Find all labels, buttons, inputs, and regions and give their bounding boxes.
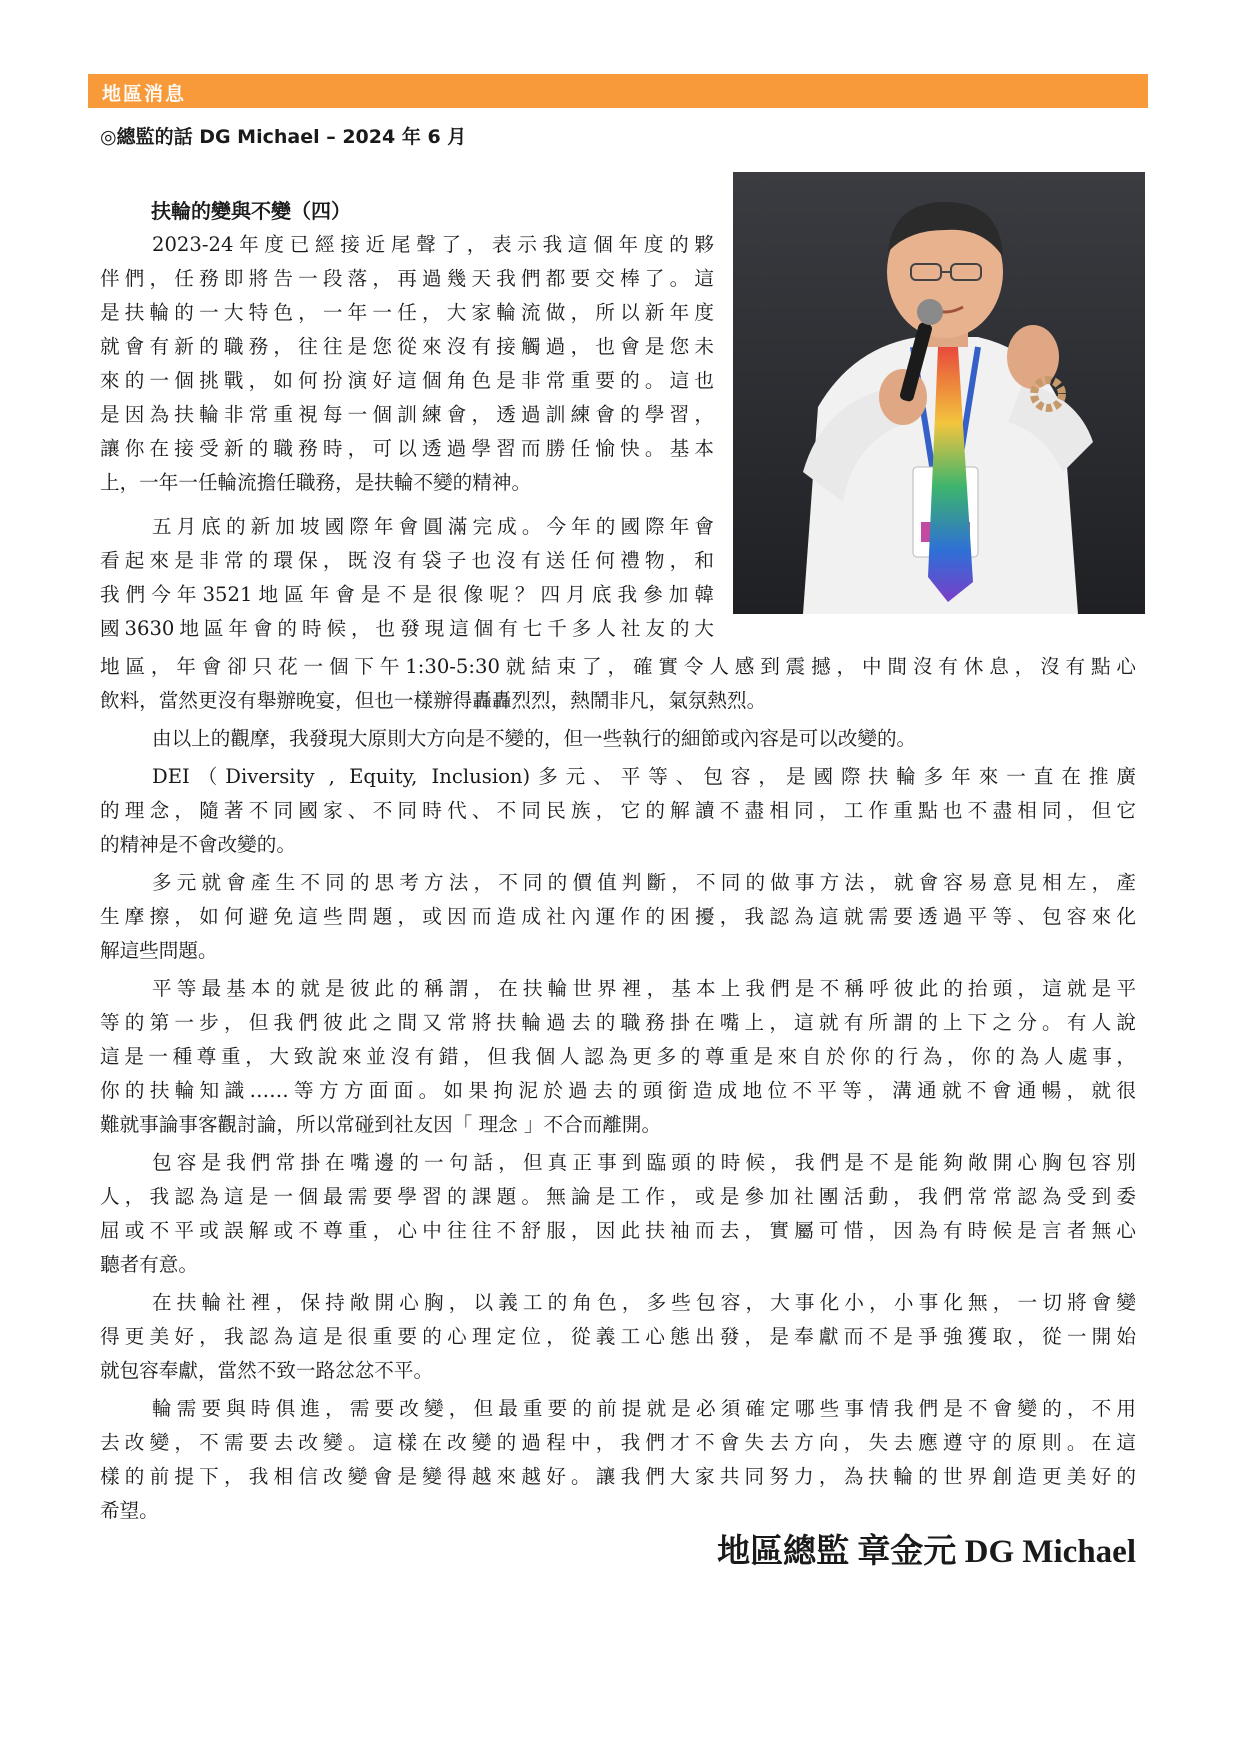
article-line: 人，我認為這是一個最需要學習的課題。無論是工作，或是參加社團活動，我們常常認為受到委	[100, 1185, 1136, 1208]
article-line: 在扶輪社裡，保持敞開心胸，以義工的角色，多些包容，大事化小，小事化無，一切將會變	[152, 1291, 1136, 1314]
article-line: 生摩擦，如何避免這些問題，或因而造成社內運作的困擾，我認為這就需要透過平等、包容來化	[100, 905, 1136, 928]
article-line: 地區，年會卻只花一個下午1:30-5:30就結束了，確實令人感到震撼，中間沒有休息，沒有點心	[100, 655, 1136, 678]
article-line: 屈或不平或誤解或不尊重，心中往往不舒服，因此扶袖而去，實屬可惜，因為有時候是言者無心	[100, 1219, 1136, 1242]
article-line: 是扶輪的一大特色，一年一任，大家輪流做，所以新年度	[100, 301, 714, 324]
article-line: 是因為扶輪非常重視每一個訓練會，透過訓練會的學習，	[100, 403, 714, 426]
article-line: 你的扶輪知識……等方方面面。如果拘泥於過去的頭銜造成地位不平等，溝通就不會通暢，就很	[100, 1079, 1136, 1102]
article-line: 就會有新的職務，往往是您從來沒有接觸過，也會是您未	[100, 335, 714, 358]
article-line: 得更美好，我認為這是很重要的心理定位，從義工心態出發，是奉獻而不是爭強獲取，從一開始	[100, 1325, 1136, 1348]
article-line: 去改變，不需要去改變。這樣在改變的過程中，我們才不會失去方向，失去應遵守的原則。在這	[100, 1431, 1136, 1454]
column-heading: ◎總監的話 DG Michael – 2024 年 6 月	[100, 126, 467, 148]
article-line: 難就事論事客觀討論，所以常碰到社友因「 理念 」不合而離開。	[100, 1113, 662, 1136]
article-line: 的精神是不會改變的。	[100, 833, 296, 856]
section-header-bar	[88, 74, 1148, 108]
article-line: 看起來是非常的環保，既沒有袋子也沒有送任何禮物，和	[100, 549, 714, 572]
article-line: 包容是我們常掛在嘴邊的一句話，但真正事到臨頭的時候，我們是不是能夠敞開心胸包容別	[152, 1151, 1136, 1174]
article-line: DEI（Diversity , Equity, Inclusion)多元、平等、包容，是國際扶輪多年來一直在推廣	[152, 765, 1136, 788]
article-line: 來的一個挑戰，如何扮演好這個角色是非常重要的。這也	[100, 369, 714, 392]
article-line: 平等最基本的就是彼此的稱謂，在扶輪世界裡，基本上我們是不稱呼彼此的抬頭，這就是平	[152, 977, 1136, 1000]
article-line: 國3630地區年會的時候，也發現這個有七千多人社友的大	[100, 617, 714, 640]
article-line: 上，一年一任輪流擔任職務，是扶輪不變的精神。	[100, 471, 532, 494]
article-line: 2023-24年度已經接近尾聲了，表示我這個年度的夥	[152, 233, 714, 256]
article-line: 輪需要與時俱進，需要改變，但最重要的前提就是必須確定哪些事情我們是不會變的，不用	[152, 1397, 1136, 1420]
speaker-photo	[733, 172, 1145, 614]
article-line: 飲料，當然更沒有舉辦晚宴，但也一樣辦得轟轟烈烈，熱鬧非凡，氣氛熱烈。	[100, 689, 767, 712]
article-line: 多元就會產生不同的思考方法，不同的價值判斷，不同的做事方法，就會容易意見相左，產	[152, 871, 1136, 894]
article-line: 就包容奉獻，當然不致一路忿忿不平。	[100, 1359, 434, 1382]
article-title: 扶輪的變與不變（四）	[151, 199, 351, 223]
article-line: 樣的前提下，我相信改變會是變得越來越好。讓我們大家共同努力，為扶輪的世界創造更美好的	[100, 1465, 1136, 1488]
section-header-label: 地區消息	[102, 83, 187, 105]
article-line: 聽者有意。	[100, 1253, 198, 1276]
signature: 地區總監 章金元 DG Michael	[717, 1534, 1136, 1570]
article-line: 伴們，任務即將告一段落，再過幾天我們都要交棒了。這	[100, 267, 714, 290]
article-line: 由以上的觀摩，我發現大原則大方向是不變的，但一些執行的細節或內容是可以改變的。	[152, 727, 917, 750]
article-line: 的理念，隨著不同國家、不同時代、不同民族，它的解讀不盡相同，工作重點也不盡相同，但它	[100, 799, 1136, 822]
article-line: 讓你在接受新的職務時，可以透過學習而勝任愉快。基本	[100, 437, 714, 460]
article-line: 解這些問題。	[100, 939, 218, 962]
article-line: 等的第一步，但我們彼此之間又常將扶輪過去的職務掛在嘴上，這就有所謂的上下之分。有人說	[100, 1011, 1136, 1034]
article-line: 五月底的新加坡國際年會圓滿完成。今年的國際年會	[152, 515, 714, 538]
article-line: 這是一種尊重，大致說來並沒有錯，但我個人認為更多的尊重是來自於你的行為，你的為人處事，	[100, 1045, 1136, 1068]
article-line: 希望。	[100, 1499, 159, 1522]
article-line: 我們今年3521地區年會是不是很像呢？四月底我參加韓	[100, 583, 714, 606]
speaker-photo-illustration	[733, 172, 1145, 614]
